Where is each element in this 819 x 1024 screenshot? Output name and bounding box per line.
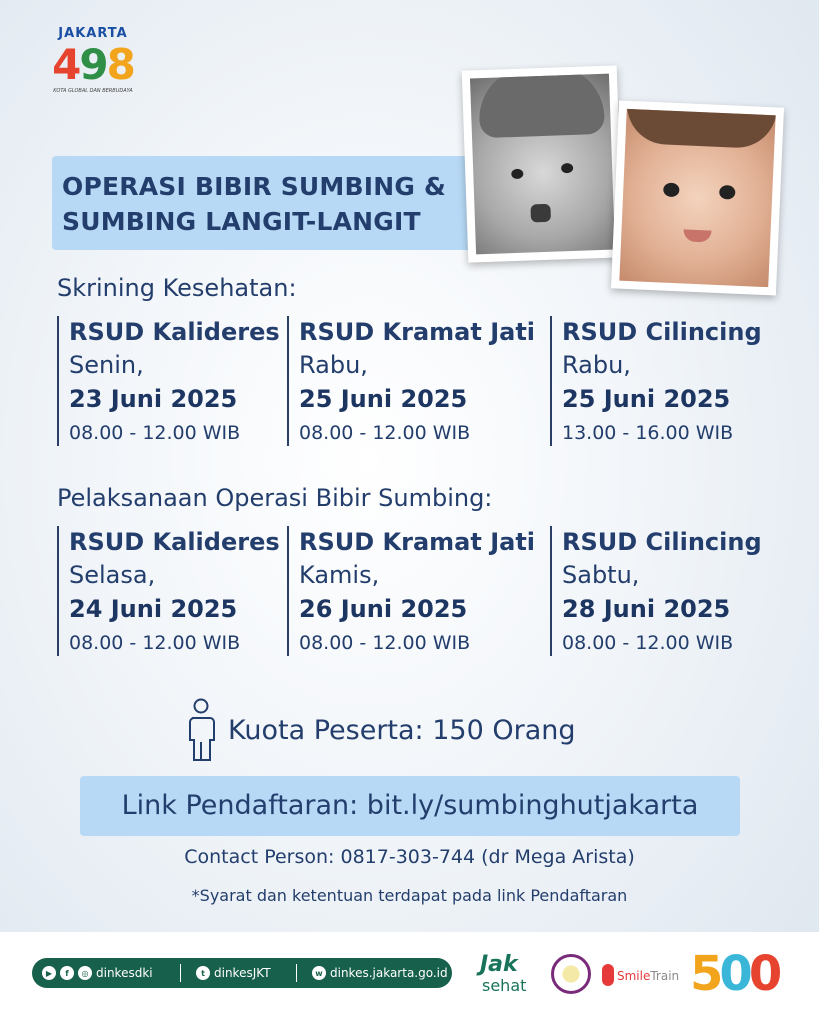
title-line-2: SUMBING LANGIT-LANGIT [62,207,421,236]
person-icon [186,698,216,762]
screening-item-cilincing: RSUD Cilincing Rabu, 25 Juni 2025 13.00 - 16.00 WIB [550,316,762,446]
title-banner [52,156,472,250]
social-dinkesjkt[interactable]: t dinkesJKT [196,958,271,988]
jakarta-logo-caption: JAKARTA [58,26,128,41]
facebook-icon: f [60,966,74,980]
instagram-icon: ◎ [78,966,92,980]
social-dinkesdki[interactable]: ▶ f ◎ dinkesdki [42,958,153,988]
institution-seal-logo [551,954,591,994]
globe-icon: w [312,966,326,980]
social-bar [32,958,452,988]
surgery-item-kalideres: RSUD Kalideres Selasa, 24 Juni 2025 08.00 - 12.00 WIB [57,526,280,656]
baby-photo-before [462,65,624,262]
500-years-logo: 500 [690,946,779,1002]
divider [296,964,297,982]
divider [180,964,181,982]
registration-link[interactable]: Link Pendaftaran: bit.ly/sumbinghutjakarta [80,776,740,836]
surgery-item-kramat-jati: RSUD Kramat Jati Kamis, 26 Juni 2025 08.00 - 12.00 WIB [287,526,535,656]
jakarta-logo-tagline: KOTA GLOBAL DAN BERBUDAYA [53,88,133,94]
smiletrain-icon [602,964,614,986]
surgery-heading: Pelaksanaan Operasi Bibir Sumbing: [57,484,493,512]
surgery-item-cilincing: RSUD Cilincing Sabtu, 28 Juni 2025 08.00 - 12.00 WIB [550,526,762,656]
title-line-1: OPERASI BIBIR SUMBING & [62,172,447,201]
youtube-icon: ▶ [42,966,56,980]
jaksehat-logo: Jak sehat [480,952,527,995]
screening-item-kalideres: RSUD Kalideres Senin, 23 Juni 2025 08.00 - 12.00 WIB [57,316,280,446]
baby-photo-after [611,100,784,295]
quota-text: Kuota Peserta: 150 Orang [228,715,576,746]
jakarta-logo [38,26,148,100]
screening-heading: Skrining Kesehatan: [57,274,297,302]
website-link[interactable]: w dinkes.jakarta.go.id [312,958,448,988]
smiletrain-logo: SmileTrain [602,962,686,992]
twitter-icon: t [196,966,210,980]
jakarta-logo-number: 498 [52,40,134,89]
terms-note: *Syarat dan ketentuan terdapat pada link Pendaftaran [191,886,628,905]
contact-person: Contact Person: 0817-303-744 (dr Mega Arista) [184,846,635,868]
screening-item-kramat-jati: RSUD Kramat Jati Rabu, 25 Juni 2025 08.00 - 12.00 WIB [287,316,535,446]
footer [0,932,819,1024]
